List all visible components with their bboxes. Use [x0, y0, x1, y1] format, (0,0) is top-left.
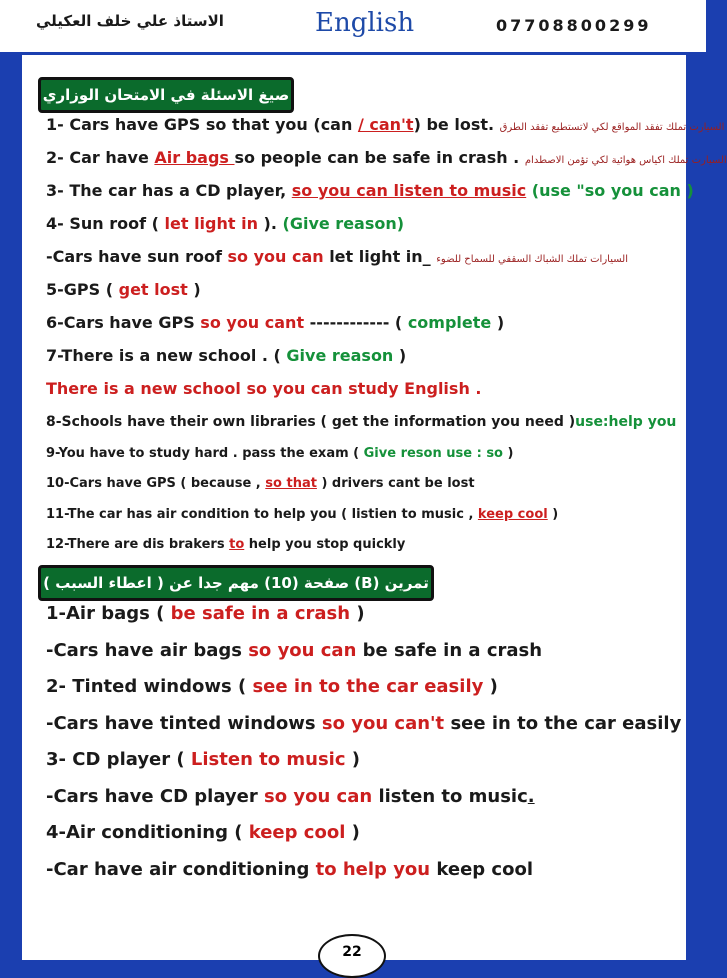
- subject-title: English: [315, 8, 415, 38]
- exercise-answer-2: -Cars have tinted windows so you can't see in to the car easily: [46, 713, 682, 734]
- question-line-2: 2- Car have Air bags so people can be safe in crash . السيارت تملك اكياس هوائية لكي تؤمن الاصطدام: [46, 148, 727, 167]
- exercise-answer-3: -Cars have CD player so you can listen to music.: [46, 786, 535, 807]
- question-line-9: 9-You have to study hard . pass the exam ( Give reson use : so ): [46, 446, 514, 461]
- answer-line-4: -Cars have sun roof so you can let light in_ السيارات تملك الشباك السقفي للسماح للضوء: [46, 247, 628, 266]
- section-banner-ministerial: صيغ الاسئلة في الامتحان الوزاري: [38, 77, 294, 113]
- question-line-4: 4- Sun roof ( let light in ). (Give reason): [46, 214, 405, 233]
- question-line-10: 10-Cars have GPS ( because , so that ) drivers cant be lost: [46, 476, 475, 491]
- question-line-5: 5-GPS ( get lost ): [46, 280, 201, 299]
- arabic-translation: السيارت تملك تفقد المواقع لكي لاتستطيع تفقد الطرق: [499, 122, 725, 133]
- arabic-translation: السيارت تملك اكياس هوائية لكي تؤمن الاصطدام: [524, 155, 727, 166]
- exercise-line-2: 2- Tinted windows ( see in to the car easily ): [46, 676, 498, 697]
- teacher-name: الاستاذ علي خلف العكيلي: [36, 12, 224, 30]
- exercise-line-1: 1-Air bags ( be safe in a crash ): [46, 603, 365, 624]
- exercise-answer-1: -Cars have air bags so you can be safe in a crash: [46, 640, 543, 661]
- question-line-3: 3- The car has a CD player, so you can listen to music (use "so you can ): [46, 181, 694, 200]
- question-line-12: 12-There are dis brakers to help you stop quickly: [46, 537, 406, 552]
- exercise-answer-4: -Car have air conditioning to help you keep cool: [46, 859, 534, 880]
- question-line-11: 11-The car has air condition to help you ( listien to music , keep cool ): [46, 507, 559, 522]
- answer-line-7: There is a new school so you can study English .: [46, 379, 482, 398]
- page-header: [0, 0, 706, 52]
- question-line-1: 1- Cars have GPS so that you (can / can't) be lost. السيارت تملك تفقد المواقع لكي لاتستطيع تفقد الطرق: [46, 115, 725, 134]
- question-line-7: 7-There is a new school . ( Give reason ): [46, 346, 407, 365]
- exercise-line-4: 4-Air conditioning ( keep cool ): [46, 822, 360, 843]
- worksheet-page: [22, 55, 727, 960]
- section-banner-exercise-b: تمرين (B) صفحة (10) مهم جدا عن ( اعطاء السبب ): [38, 565, 434, 601]
- phone-number: 07708800299: [496, 16, 652, 35]
- page-number: 22: [318, 934, 386, 978]
- arabic-translation: السيارات تملك الشباك السقفي للسماح للضوء: [436, 254, 628, 265]
- question-line-8: 8-Schools have their own libraries ( get the information you need )use:help you: [46, 414, 677, 430]
- question-line-6: 6-Cars have GPS so you cant ------------ ( complete ): [46, 313, 505, 332]
- exercise-line-3: 3- CD player ( Listen to music ): [46, 749, 361, 770]
